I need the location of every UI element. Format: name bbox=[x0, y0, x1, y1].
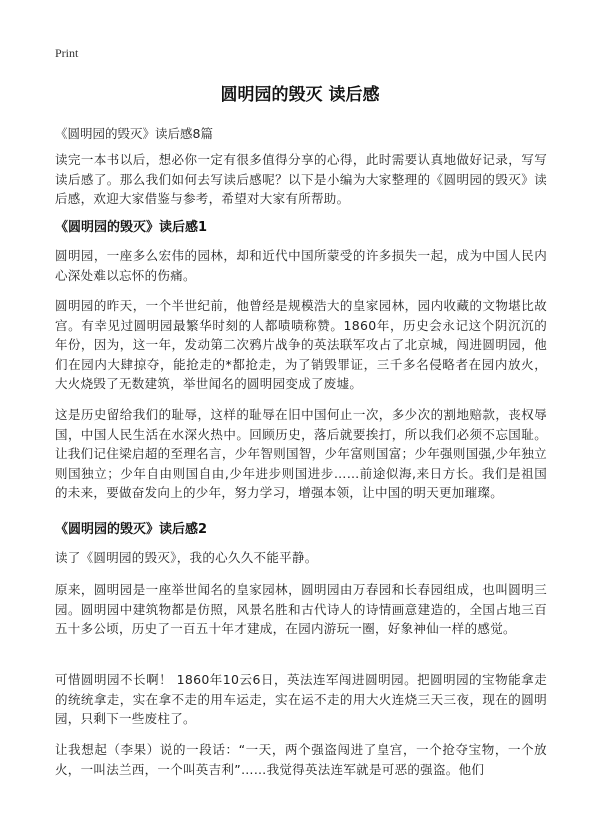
section-1-paragraph-3: 这是历史留给我们的耻辱，这样的耻辱在旧中国何止一次，多少次的割地赔款，丧权辱国，中国人民生活在水深火热中。回顾历史，落后就要挨打，所以我们必须不忘国耻。让我们记住梁启超的至理名言，少年智则国智，少年富则国富；少年强则国强,少年独立则国独立；少年自由则国自由,少年进步则国进步……前途似海,来日方长。我们是祖国的未来，要做奋发向上的少年，努力学习，增强本领，让中国的明天更加璀璨。 bbox=[55, 407, 547, 500]
document-subtitle: 《圆明园的毁灭》读后感8篇 bbox=[55, 126, 213, 141]
section-2-paragraph-3: 可惜圆明园不长啊！ 1860年10云6日，英法连军闯进圆明园。把圆明园的宝物能拿走的统统拿走，实在拿不走的用车运走，实在运不走的用大火连烧三天三夜，现在的圆明园，只剩下一些废柱了。 bbox=[55, 672, 547, 726]
print-label[interactable]: Print bbox=[55, 46, 79, 60]
section-1-paragraph-1: 圆明园，一座多么宏伟的园林，却和近代中国所蒙受的许多损失一起，成为中国人民内心深处难以忘怀的伤痛。 bbox=[55, 248, 547, 283]
section-1-paragraph-2: 圆明园的昨天，一个半世纪前，他曾经是规模浩大的皇家园林，园内收藏的文物堪比故宫。有幸见过圆明园最繁华时刻的人都啧啧称赞。1860年，历史会永记这个阴沉沉的年份，因为，这一年，发动第二次鸦片战争的英法联军攻占了北京城，闯进圆明园，他们在园内大肆掠夺，能抢走的*都抢走，为了销毁罪证，三千多名侵略者在园内放火，大火烧毁了无数建筑，举世闻名的圆明园变成了废墟。 bbox=[55, 298, 547, 391]
section-2-paragraph-2: 原来，圆明园是一座举世闻名的皇家园林，圆明园由万春园和长春园组成，也叫圆明三园。圆明园中建筑物都是仿照，风景名胜和古代诗人的诗情画意建造的，全国占地三百五十多公顷，历史了一百五十年才建成，在园内游玩一圈，好象神仙一样的感觉。 bbox=[55, 582, 547, 636]
page-title: 圆明园的毁灭 读后感 bbox=[220, 85, 380, 105]
section-2-paragraph-1: 读了《圆明园的毁灭》，我的心久久不能平静。 bbox=[55, 550, 318, 565]
section-2-heading: 《圆明园的毁灭》读后感2 bbox=[55, 522, 208, 537]
intro-paragraph: 读完一本书以后，想必你一定有很多值得分享的心得，此时需要认真地做好记录，写写读后感了。那么我们如何去写读后感呢？以下是小编为大家整理的《圆明园的毁灭》读后感，欢迎大家借鉴与参考，希望对大家有所帮助。 bbox=[55, 152, 547, 206]
section-2-paragraph-4: 让我想起（李果）说的一段话：“一天，两个强盗闯进了皇宫，一个抢夺宝物，一个放火，一叫法兰西，一个叫英吉利”……我觉得英法连军就是可恶的强盗。他们 bbox=[55, 742, 547, 777]
section-1-heading: 《圆明园的毁灭》读后感1 bbox=[55, 220, 208, 235]
